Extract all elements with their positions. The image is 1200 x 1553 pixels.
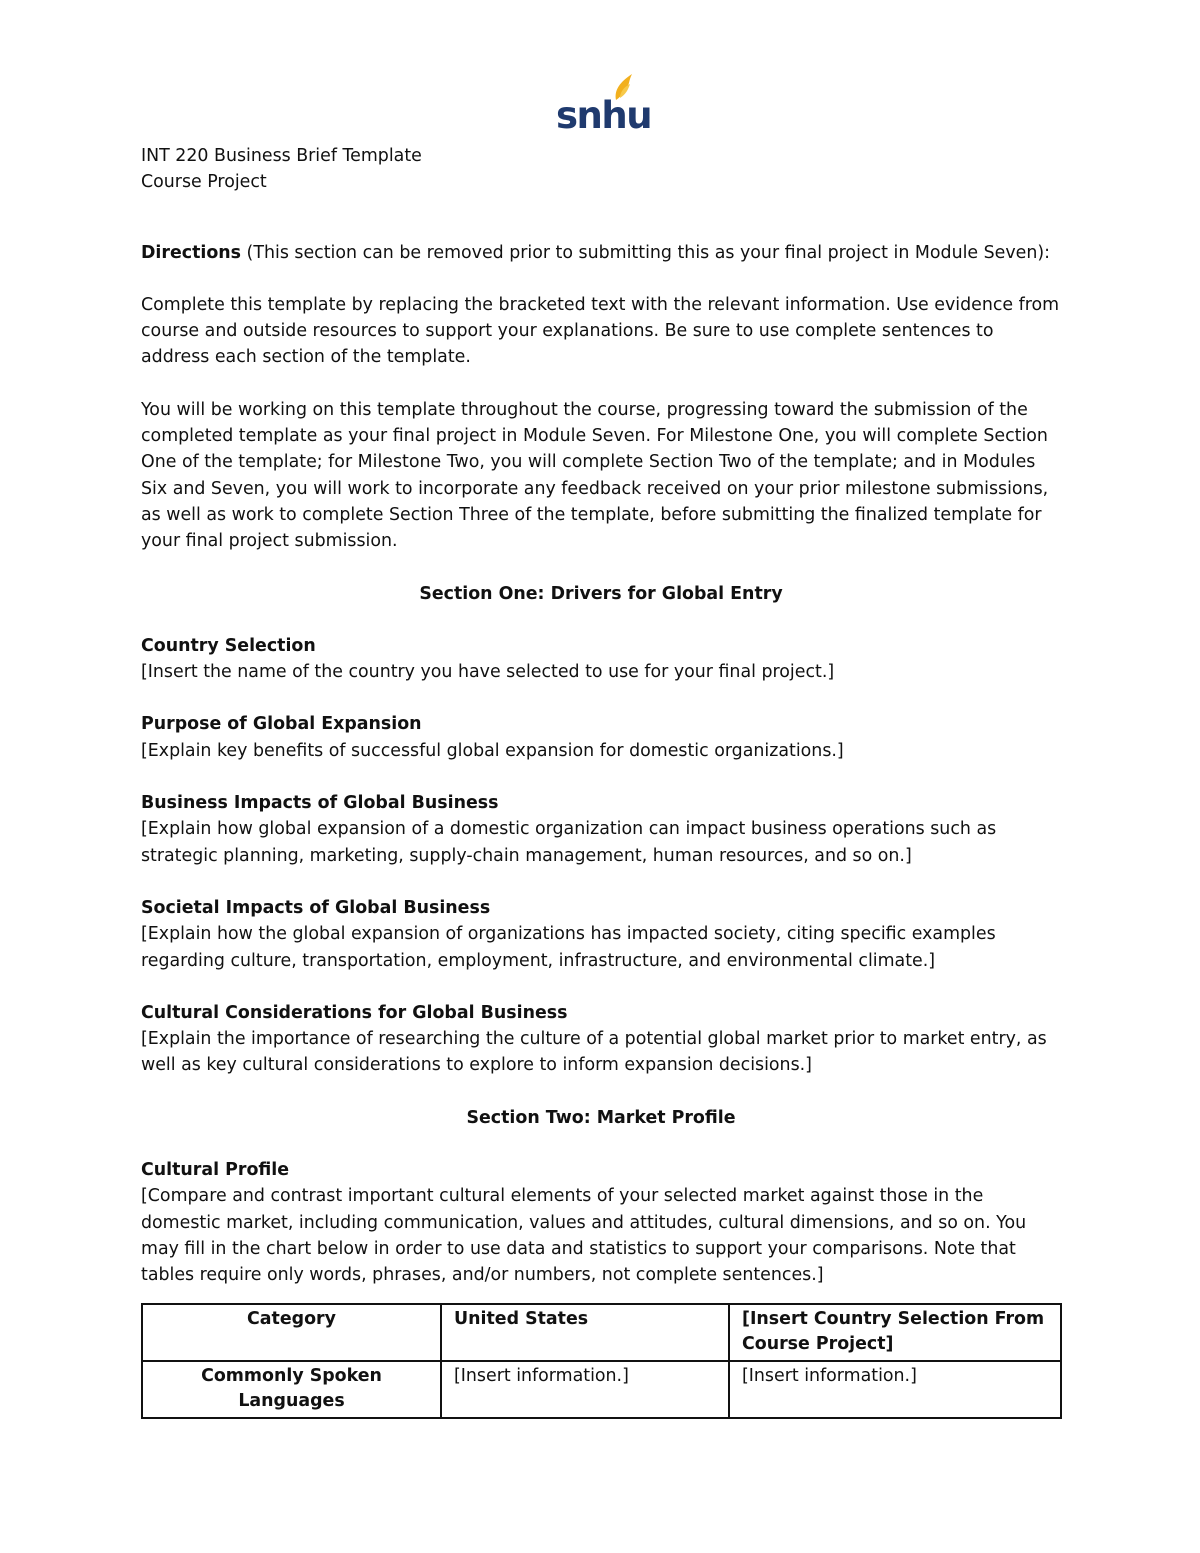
- section-heading: Societal Impacts of Global Business: [141, 897, 491, 918]
- section-body: [Explain how global expansion of a domestic organization can impact business operations such as strategic planning, marketing, supply-chain management, human resources, and so on.]: [141, 819, 997, 866]
- section-body: [Insert the name of the country you have selected to use for your final project.]: [141, 662, 835, 683]
- section-body: [Compare and contrast important cultural elements of your selected market against those in the domestic market, including communication, values and attitudes, cultural dimensions, and so on. You may fill in the chart below in order to use data and statistics to support your comparisons. Note that tables require only words, phrases, and/or numbers, not complete sentences.]: [141, 1186, 1027, 1286]
- doc-title: INT 220 Business Brief Template: [141, 146, 422, 166]
- doc-subtitle: Course Project: [141, 172, 267, 193]
- table-cell: [Insert information.]: [441, 1361, 729, 1418]
- table-header-cell: United States: [441, 1304, 729, 1361]
- directions-label: Directions: [141, 242, 242, 263]
- section-body: [Explain how the global expansion of organizations has impacted society, citing specific examples regarding culture, transportation, employment, infrastructure, and environmental climate.]: [141, 924, 996, 971]
- table-header-row: [142, 1304, 1061, 1361]
- document-body: [141, 143, 1061, 1419]
- directions-paragraph-2: You will be working on this template throughout the course, progressing toward the submission of the completed template as your final project in Module Seven. For Milestone One, you will complete Section One of the template; for Milestone Two, you will complete Section Two of the template; and in Modules Six and Seven, you will work to incorporate any feedback received on your prior milestone submissions, as well as work to complete Section Three of the template, before submitting the finalized template for your final project submission.: [141, 399, 1049, 552]
- section-heading: Cultural Considerations for Global Business: [141, 1002, 568, 1023]
- section-heading: Purpose of Global Expansion: [141, 714, 422, 735]
- directions-label-suffix: (This section can be removed prior to submitting this as your final project in Module Seven):: [241, 242, 1051, 263]
- snhu-logo: [554, 72, 652, 137]
- section-body: [Explain key benefits of successful global expansion for domestic organizations.]: [141, 740, 844, 761]
- section-body: [Explain the importance of researching the culture of a potential global market prior to market entry, as well as key cultural considerations to explore to inform expansion decisions.]: [141, 1029, 1047, 1076]
- section-two-title: Section Two: Market Profile: [466, 1107, 736, 1128]
- directions-paragraph-1: Complete this template by replacing the bracketed text with the relevant information. Use evidence from course and outside resources to support your explanations. Be sure to use complete sentences to address each section of the template.: [141, 294, 1060, 368]
- directions-heading: [141, 240, 1061, 266]
- logo-wordmark: snhu: [556, 94, 652, 137]
- section-one-title: Section One: Drivers for Global Entry: [419, 583, 783, 604]
- table-row: [142, 1361, 1061, 1418]
- table-header-cell: Category: [142, 1304, 441, 1361]
- section-heading: Country Selection: [141, 635, 316, 656]
- table-row-label: Commonly Spoken Languages: [142, 1361, 441, 1418]
- table-cell: [Insert information.]: [729, 1361, 1061, 1418]
- comparison-table: [141, 1303, 1062, 1419]
- table-header-cell: [Insert Country Selection From Course Project]: [729, 1304, 1061, 1361]
- section-heading: Cultural Profile: [141, 1160, 290, 1181]
- section-heading: Business Impacts of Global Business: [141, 793, 499, 814]
